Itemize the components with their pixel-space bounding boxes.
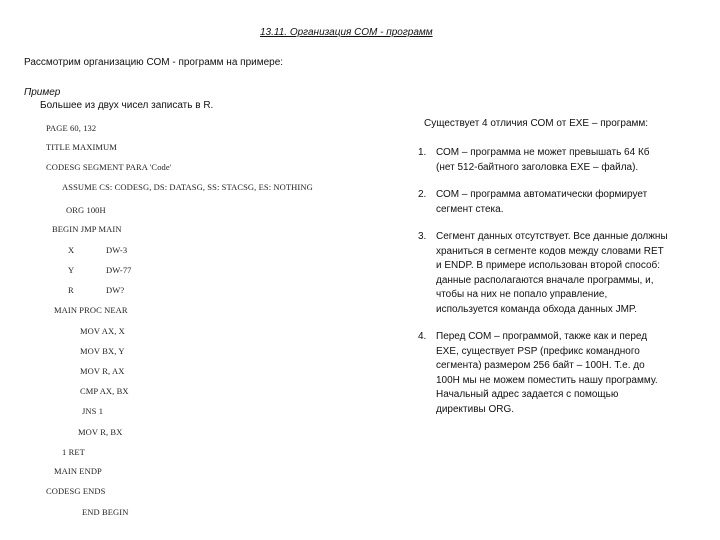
code-line: BEGIN JMP MAIN [52,224,122,234]
example-label: Пример [24,87,61,98]
code-line: MOV R, AX [80,366,125,376]
code-line: MOV AX, X [80,326,125,336]
code-line: ASSUME CS: CODESG, DS: DATASG, SS: STACSG, ES: NOTHING [62,182,313,192]
code-line: TITLE MAXIMUM [46,142,117,152]
code-line: CODESG ENDS [46,486,106,496]
list-item-text: Перед СОМ – программой, также как и перед ЕХЕ, существует PSP (префикс командного сегмента) размером 256 байт – 100Н. Т.е. до 100Н мы не можем поместить нашу программу. Начальный адрес задается с помощью директивы ORG. [436,331,658,415]
list-item-text: СОМ – программа не может превышать 64 Кб (нет 512-байтного заголовка ЕХЕ – файла). [436,147,650,173]
code-line: DW-3 [106,245,128,255]
code-line: CODESG SEGMENT PARA 'Code' [46,162,172,172]
code-line: PAGE 60, 132 [46,123,97,133]
code-line: END BEGIN [82,507,129,517]
list-item-text: Сегмент данных отсутствует. Все данные должны храниться в сегменте кодов между словами RET и ENDP. В примере использован второй способ: данные располагаются вначале программы, и, чтобы на них не попало управление, используется команда обхода данных JMP. [436,231,668,315]
differences-list [418,146,668,430]
code-line: DW? [106,285,125,295]
code-line: Y [68,265,75,275]
list-item-number: 4. [418,331,427,342]
code-line: CMP AX, BX [80,386,129,396]
code-line: JNS 1 [82,406,104,416]
code-line: MOV R, BX [78,427,123,437]
code-line: X [68,245,75,255]
intro-text: Рассмотрим организацию СОМ - программ на примере: [24,57,284,68]
code-line: MAIN PROC NEAR [54,305,128,315]
example-task: Большее из двух чисел записать в R. [40,100,214,111]
list-item-number: 3. [418,231,427,242]
list-item [418,230,668,317]
code-line: R [68,285,74,295]
list-item-number: 2. [418,189,427,200]
code-line: MOV BX, Y [80,346,125,356]
code-line: MAIN ENDP [54,466,102,476]
code-line: DW-77 [106,265,132,275]
differences-heading: Существует 4 отличия СОМ от ЕХЕ – программ: [424,118,649,129]
code-line: 1 RET [62,447,85,457]
list-item [418,146,668,175]
code-line: ORG 100H [66,205,106,215]
list-item [418,330,668,417]
page-title: 13.11. Организация СОМ - программ [260,27,433,38]
list-item-text: СОМ – программа автоматически формирует сегмент стека. [436,189,648,215]
list-item [418,188,668,217]
list-item-number: 1. [418,147,427,158]
